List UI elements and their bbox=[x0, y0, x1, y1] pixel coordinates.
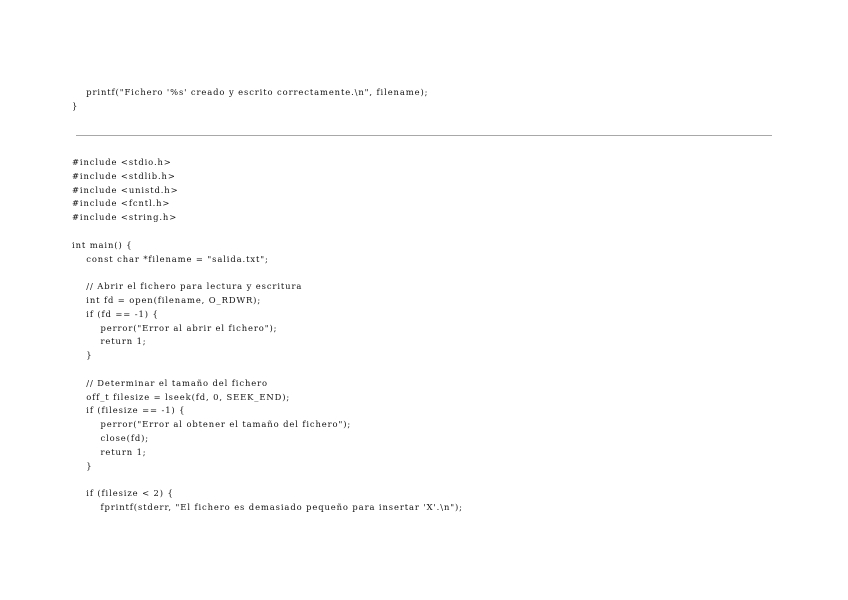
code-line: fprintf(stderr, "El fichero es demasiado pequeño para insertar 'X'.\n"); bbox=[72, 501, 463, 512]
code-block-top-fragment bbox=[72, 86, 428, 114]
code-line: close(fd); bbox=[72, 432, 149, 443]
code-line: const char *filename = "salida.txt"; bbox=[72, 253, 269, 264]
code-line: if (fd == -1) { bbox=[72, 308, 159, 319]
code-line: int main() { bbox=[72, 239, 133, 250]
code-line: #include <fcntl.h> bbox=[72, 198, 171, 209]
code-line bbox=[72, 225, 463, 239]
code-line: perror("Error al obtener el tamaño del fichero"); bbox=[72, 419, 352, 430]
code-line: if (filesize < 2) { bbox=[72, 488, 174, 499]
code-line: off_t filesize = lseek(fd, 0, SEEK_END); bbox=[72, 391, 291, 402]
code-line bbox=[72, 363, 463, 377]
code-line: #include <string.h> bbox=[72, 212, 178, 223]
code-line: #include <stdlib.h> bbox=[72, 170, 176, 181]
code-line: // Abrir el fichero para lectura y escritura bbox=[72, 281, 303, 292]
code-line: #include <unistd.h> bbox=[72, 184, 179, 195]
code-line bbox=[72, 266, 463, 280]
code-line: } bbox=[72, 460, 93, 471]
code-line: if (filesize == -1) { bbox=[72, 405, 186, 416]
code-line: } bbox=[72, 350, 93, 361]
code-line bbox=[72, 473, 463, 487]
code-line: return 1; bbox=[72, 446, 147, 457]
code-block-main bbox=[72, 156, 463, 515]
code-line: } bbox=[72, 100, 79, 111]
code-line: #include <stdio.h> bbox=[72, 157, 172, 167]
code-line: int fd = open(filename, O_RDWR); bbox=[72, 294, 262, 305]
code-line: printf("Fichero '%s' creado y escrito correctamente.\n", filename); bbox=[72, 87, 429, 97]
code-line: perror("Error al abrir el fichero"); bbox=[72, 322, 278, 333]
code-line: // Determinar el tamaño del fichero bbox=[72, 377, 268, 388]
horizontal-rule bbox=[76, 135, 772, 136]
code-line: return 1; bbox=[72, 336, 147, 347]
